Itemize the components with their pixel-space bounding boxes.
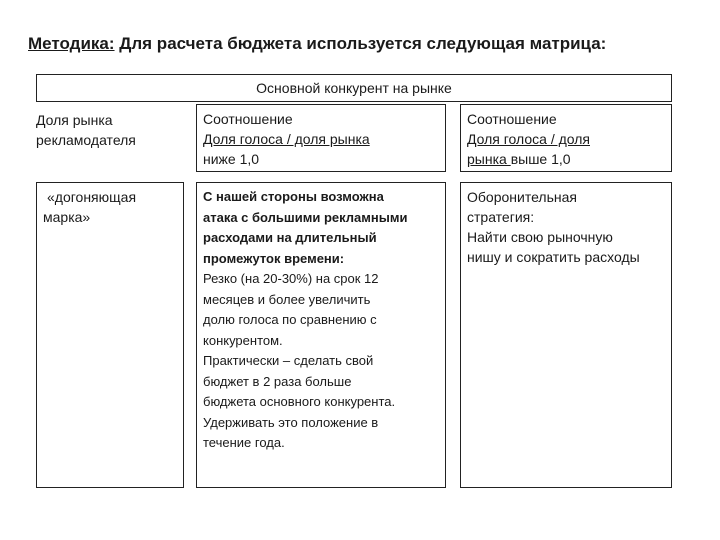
page-title bbox=[28, 34, 606, 54]
ratio-formula-end: рынка bbox=[467, 151, 511, 167]
row1-label-line: Доля рынка bbox=[36, 112, 113, 128]
strategy-bold-line: атака с большими рекламными bbox=[203, 209, 408, 225]
title-prefix: Методика: bbox=[28, 34, 115, 53]
title-rest: Для расчета бюджета используется следующая матрица: bbox=[114, 34, 607, 53]
row2-brand-type bbox=[36, 182, 184, 488]
row1-ratio-below bbox=[196, 104, 446, 172]
strategy-bold-line: расходами на длительный bbox=[203, 230, 377, 245]
strategy-bold-line: промежуток времени: bbox=[203, 250, 345, 266]
brand-type-line: марка» bbox=[43, 209, 91, 225]
ratio-threshold: выше 1,0 bbox=[510, 151, 571, 167]
table-header: Основной конкурент на рынке bbox=[36, 74, 672, 102]
defense-line: Найти свою рыночную bbox=[467, 229, 613, 245]
row1-label-line: рекламодателя bbox=[36, 132, 136, 148]
defense-line: нишу и сократить расходы bbox=[467, 249, 640, 265]
row1-ratio-above bbox=[460, 104, 672, 172]
ratio-heading: Соотношение bbox=[467, 111, 557, 127]
defense-line: стратегия: bbox=[467, 209, 535, 225]
brand-type-line: «догоняющая bbox=[47, 189, 137, 205]
ratio-heading: Соотношение bbox=[203, 111, 293, 127]
strategy-line: течение года. bbox=[203, 435, 285, 450]
strategy-line: долю голоса по сравнению с bbox=[203, 312, 377, 327]
strategy-line: Резко (на 20-30%) на срок 12 bbox=[203, 271, 379, 286]
strategy-line: месяцев и более увеличить bbox=[203, 291, 371, 307]
row1-label bbox=[36, 110, 136, 150]
strategy-line: конкурентом. bbox=[203, 332, 283, 348]
strategy-line: бюджета основного конкурента. bbox=[203, 394, 396, 409]
strategy-line: бюджет в 2 раза больше bbox=[203, 373, 352, 389]
row2-defensive-strategy bbox=[460, 182, 672, 488]
ratio-formula: Доля голоса / доля bbox=[467, 131, 590, 147]
strategy-bold-line: С нашей стороны возможна bbox=[203, 189, 384, 204]
defense-line: Оборонительная bbox=[467, 189, 577, 205]
ratio-formula: Доля голоса / доля рынка bbox=[203, 131, 370, 147]
ratio-threshold: ниже 1,0 bbox=[203, 151, 260, 167]
strategy-line: Удерживать это положение в bbox=[203, 414, 379, 430]
row2-attack-strategy bbox=[196, 182, 446, 488]
strategy-line: Практически – сделать свой bbox=[203, 353, 374, 368]
